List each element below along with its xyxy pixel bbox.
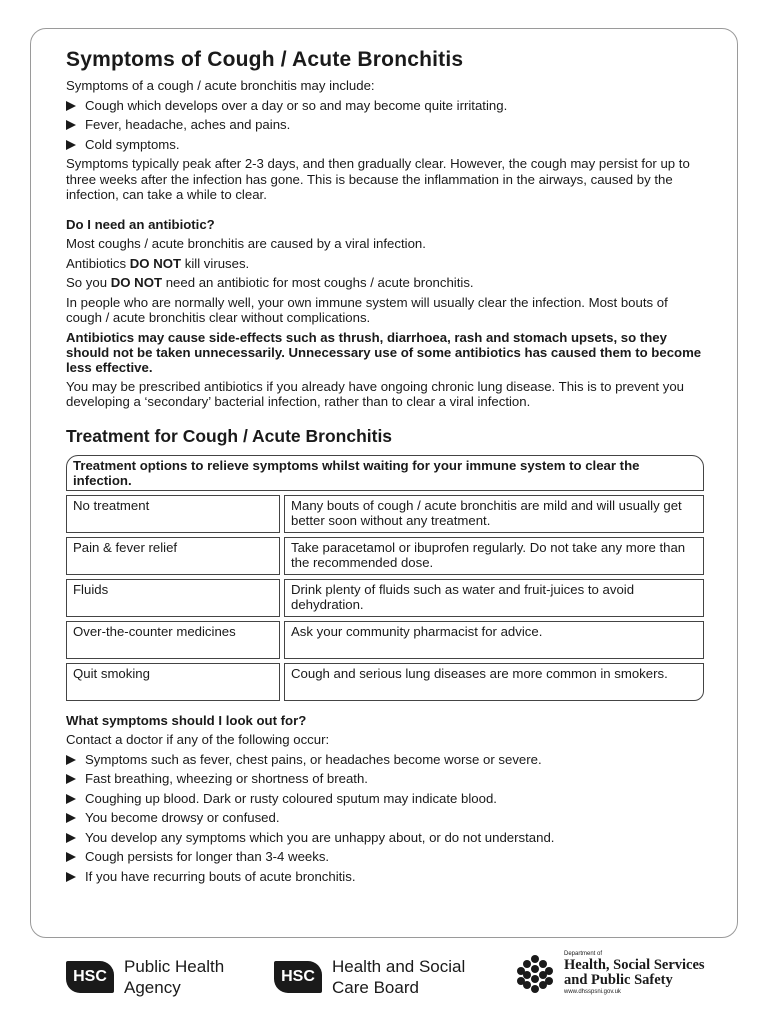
table-row — [66, 663, 706, 701]
arrow-bullet-icon — [66, 755, 76, 765]
dhss-logo — [516, 950, 705, 997]
antibiotic-p3: So you DO NOT need an antibiotic for most coughs / acute bronchitis. — [66, 275, 474, 290]
dhss-url: www.dhsspsni.gov.uk — [564, 989, 621, 995]
list-item: If you have recurring bouts of acute bronchitis. — [66, 869, 706, 885]
treatment-detail: Ask your community pharmacist for advice. — [284, 621, 704, 659]
arrow-bullet-icon — [66, 120, 76, 130]
table-row — [66, 579, 706, 617]
list-item: Cold symptoms. — [66, 137, 706, 153]
dhss-dept-label: Department of — [564, 951, 603, 957]
table-row — [66, 537, 706, 575]
hsc-logo-icon: HSC — [66, 961, 114, 993]
treatment-detail: Take paracetamol or ibuprofen regularly. Do not take any more than the recommended dose. — [284, 537, 704, 575]
footer-logos — [0, 950, 768, 1024]
list-item: Cough persists for longer than 3-4 weeks. — [66, 849, 706, 865]
dhss-name-line2: and Public Safety — [564, 972, 673, 988]
hscb-logo — [274, 956, 465, 998]
arrow-bullet-icon — [66, 140, 76, 150]
pha-name-line1: Public Health — [124, 957, 225, 976]
treatment-detail: Cough and serious lung diseases are more common in smokers. — [284, 663, 704, 701]
hsc-logo-icon: HSC — [274, 961, 322, 993]
list-item: Symptoms such as fever, chest pains, or headaches become worse or severe. — [66, 752, 706, 768]
list-item: Coughing up blood. Dark or rusty coloured sputum may indicate blood. — [66, 791, 706, 807]
antibiotic-p1: Most coughs / acute bronchitis are caused by a viral infection. — [66, 236, 426, 251]
treatment-detail: Many bouts of cough / acute bronchitis are mild and will usually get better soon without any treatment. — [284, 495, 704, 533]
treatment-detail: Drink plenty of fluids such as water and fruit-juices to avoid dehydration. — [284, 579, 704, 617]
dhss-emblem-icon — [516, 954, 554, 994]
leaflet-content — [66, 48, 706, 888]
arrow-bullet-icon — [66, 813, 76, 823]
treatment-option: Quit smoking — [66, 663, 280, 701]
list-item: Cough which develops over a day or so and may become quite irritating. — [66, 98, 706, 114]
table-row — [66, 621, 706, 659]
watch-intro: Contact a doctor if any of the following occur: — [66, 732, 330, 747]
antibiotic-p4: In people who are normally well, your own immune system will usually clear the infection. Most bouts of cough / acute bronchitis clear without complications. — [66, 294, 668, 325]
list-item: Fast breathing, wheezing or shortness of breath. — [66, 771, 706, 787]
list-item: You develop any symptoms which you are unhappy about, or do not understand. — [66, 830, 706, 846]
dhss-name-line1: Health, Social Services — [564, 957, 705, 973]
arrow-bullet-icon — [66, 872, 76, 882]
pha-name-line2: Agency — [124, 978, 181, 997]
table-row — [66, 495, 706, 533]
watch-heading: What symptoms should I look out for? — [66, 712, 307, 728]
list-item: Fever, headache, aches and pains. — [66, 117, 706, 133]
treatment-option: Fluids — [66, 579, 280, 617]
antibiotic-heading: Do I need an antibiotic? — [66, 216, 215, 232]
antibiotic-warning: Antibiotics may cause side-effects such as thrush, diarrhoea, rash and stomach upsets, so they should not be taken unnecessarily. Unnecessary use of some antibiotics has caused them to become less effective. — [66, 329, 702, 375]
arrow-bullet-icon — [66, 833, 76, 843]
hscb-name-line2: Care Board — [332, 978, 419, 997]
antibiotic-p5: You may be prescribed antibiotics if you already have ongoing chronic lung disease. This is to prevent you developing a ‘secondary’ bacterial infection, rather than to clear a viral infection. — [66, 378, 684, 409]
list-item: You become drowsy or confused. — [66, 810, 706, 826]
arrow-bullet-icon — [66, 794, 76, 804]
treatment-option: No treatment — [66, 495, 280, 533]
antibiotic-p2: Antibiotics DO NOT kill viruses. — [66, 255, 250, 271]
treatment-option: Pain & fever relief — [66, 537, 280, 575]
arrow-bullet-icon — [66, 101, 76, 111]
treatment-table-header: Treatment options to relieve symptoms whilst waiting for your immune system to clear the infection. — [66, 455, 704, 491]
treatment-heading: Treatment for Cough / Acute Bronchitis — [66, 425, 393, 446]
watch-list — [66, 752, 706, 885]
symptoms-list — [66, 98, 706, 153]
page-title: Symptoms of Cough / Acute Bronchitis — [66, 48, 464, 71]
arrow-bullet-icon — [66, 774, 76, 784]
peak-paragraph: Symptoms typically peak after 2-3 days, and then gradually clear. However, the cough may persist for up to three weeks after the infection has gone. This is because the inflammation in the airways, caused by the infection, can take a while to clear. — [66, 156, 690, 202]
symptoms-intro: Symptoms of a cough / acute bronchitis may include: — [66, 78, 375, 93]
treatment-option: Over-the-counter medicines — [66, 621, 280, 659]
arrow-bullet-icon — [66, 852, 76, 862]
hscb-name-line1: Health and Social — [332, 957, 466, 976]
pha-logo — [66, 956, 224, 998]
